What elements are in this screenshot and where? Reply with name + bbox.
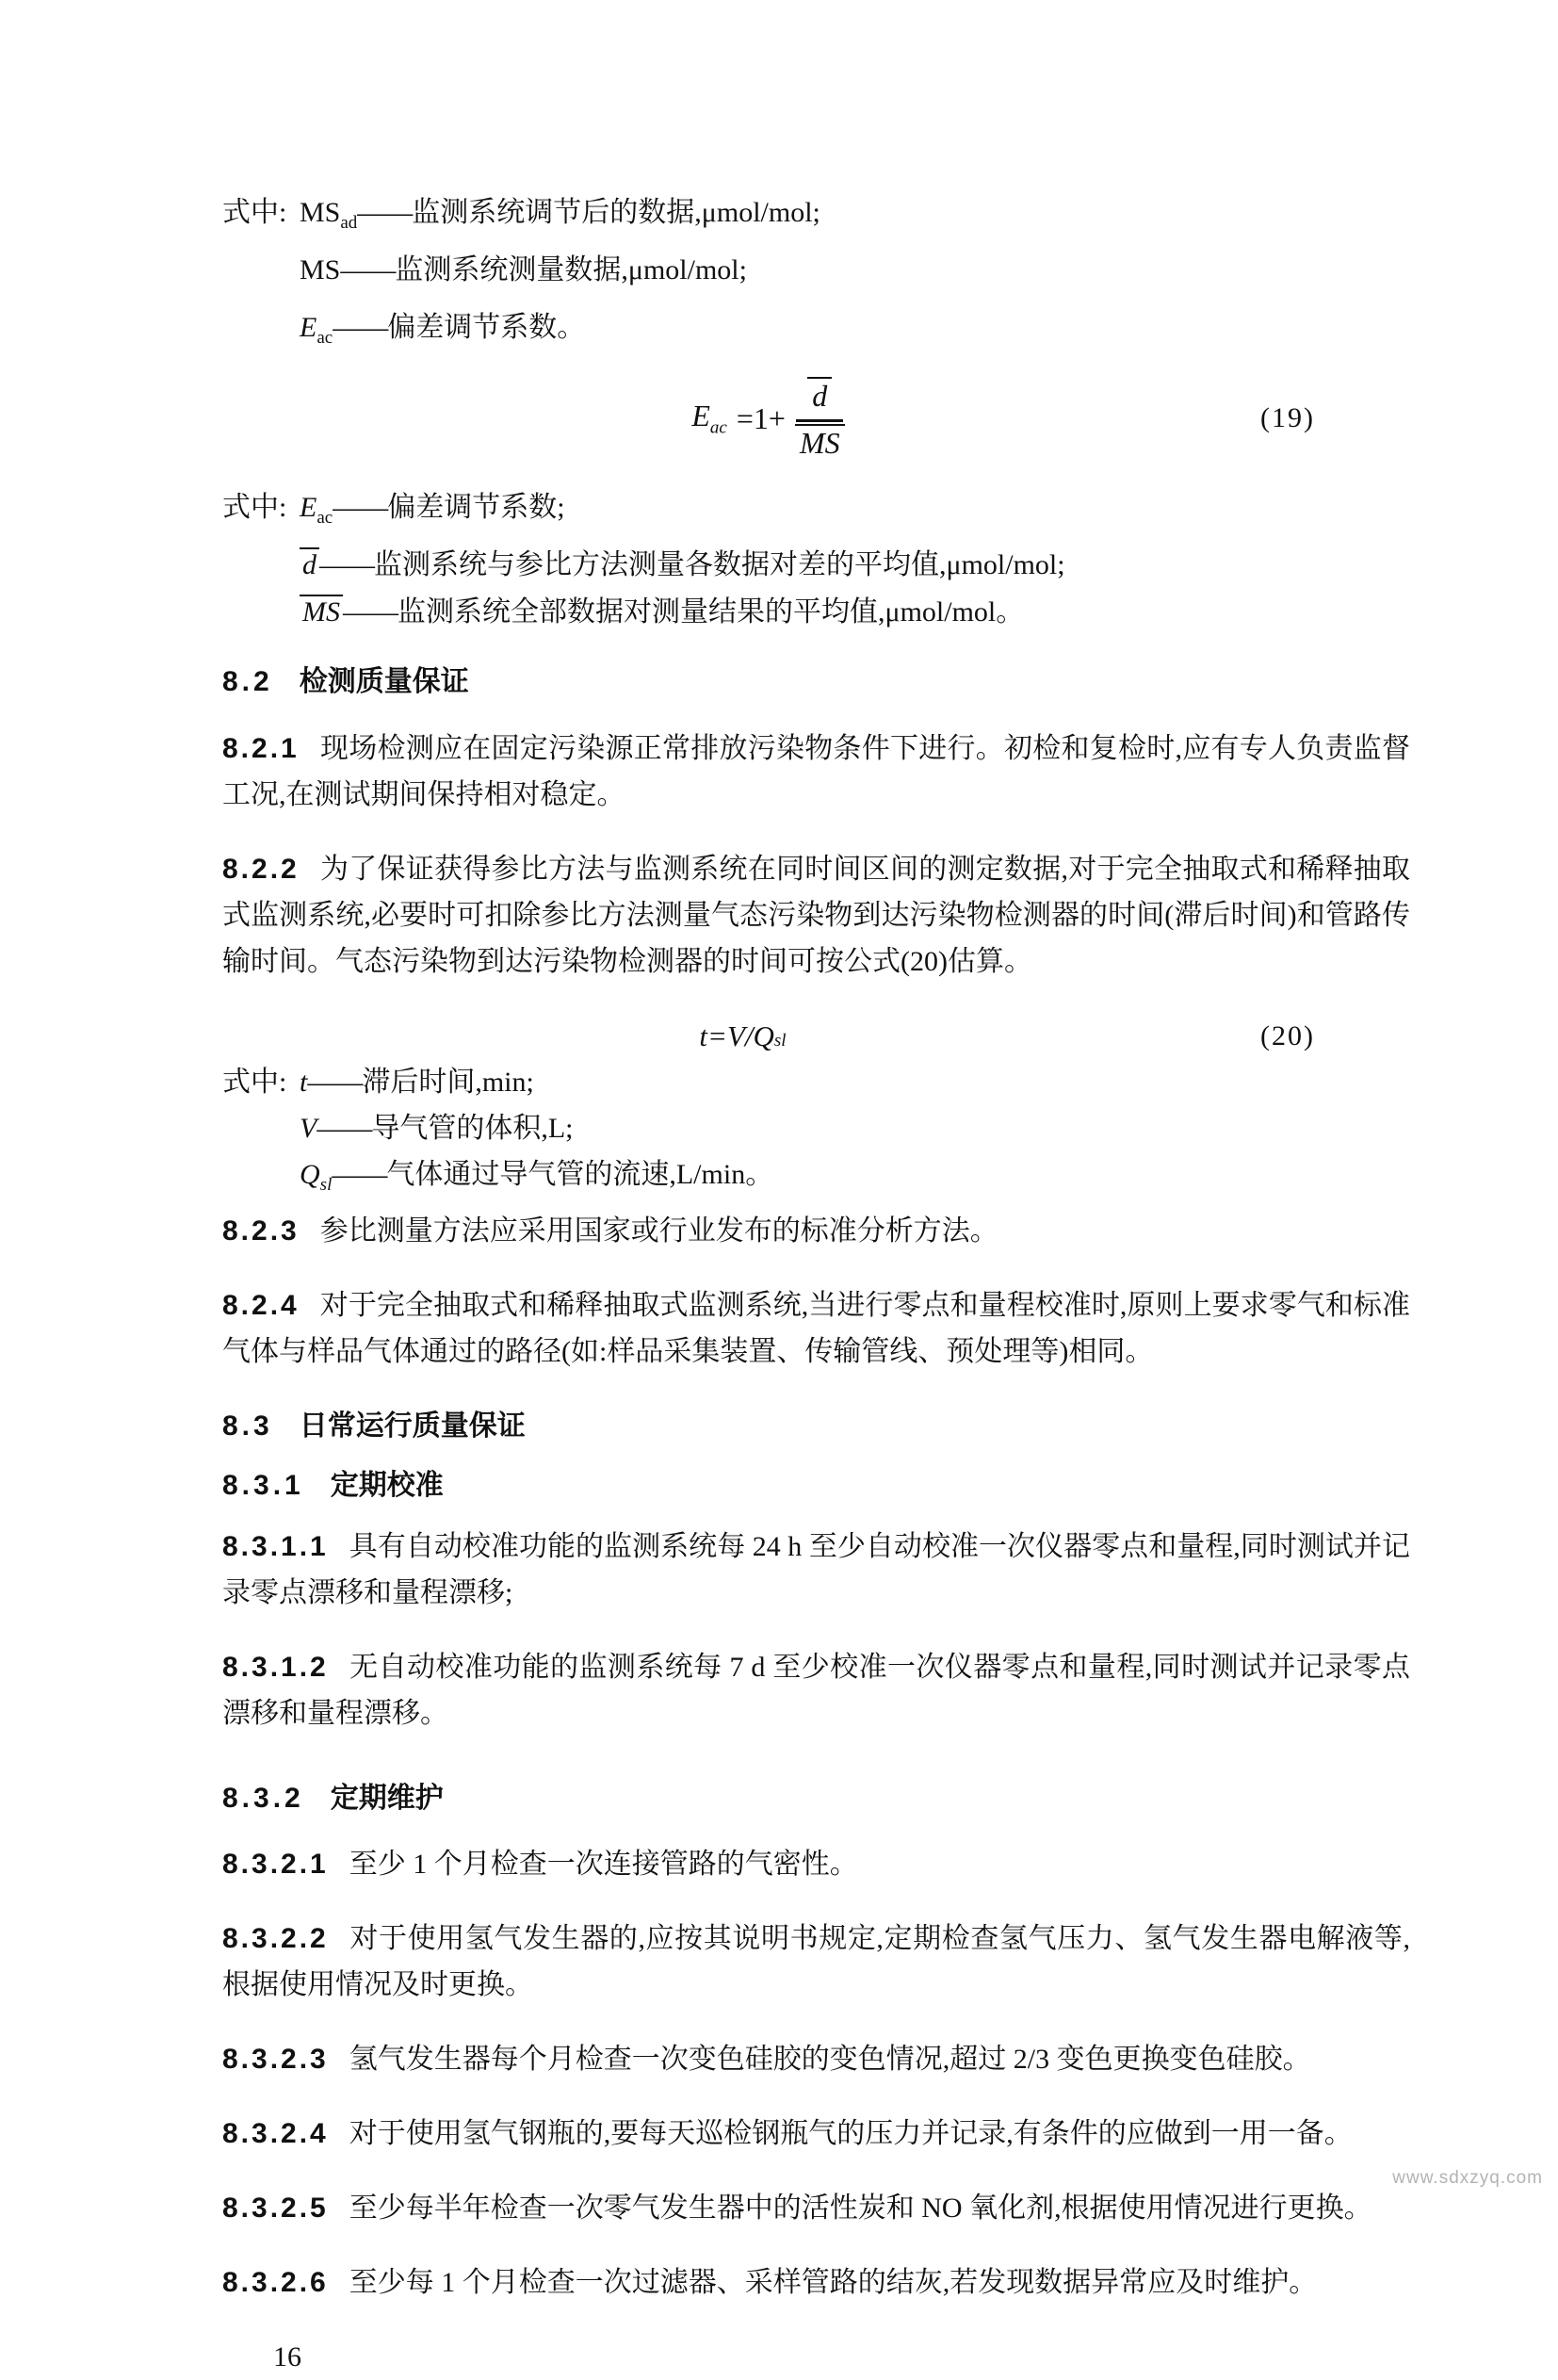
definition-dash: ——	[332, 1159, 387, 1190]
clause-number: 8.2.4	[222, 1290, 300, 1321]
clause-8-3-2-1	[222, 1841, 1410, 1887]
notes-formula20	[222, 1059, 1410, 1208]
definition-row	[300, 189, 1410, 247]
clause-number: 8.2.3	[222, 1215, 300, 1247]
formula-20-number: (20)	[1260, 1019, 1315, 1051]
clause-text: 参比测量方法应采用国家或行业发布的标准分析方法。	[319, 1215, 998, 1247]
definition-row	[300, 542, 1410, 589]
clause-8-3-2-5	[222, 2185, 1410, 2231]
section-heading-8-2	[222, 659, 1410, 705]
formula-20	[222, 1013, 1410, 1059]
definition-dash: ——	[340, 254, 396, 285]
section-title: 定期校准	[330, 1470, 444, 1501]
term-symbol: t	[300, 1067, 308, 1098]
definition-row	[300, 484, 1410, 542]
section-title: 日常运行质量保证	[299, 1410, 526, 1442]
notes-formula18	[222, 189, 1410, 362]
definition-text: 监测系统与参比方法测量各数据对差的平均值,μmol/mol;	[374, 549, 1065, 580]
clause-8-3-2-2	[222, 1915, 1410, 2008]
term-symbol: $MS_{ad}$	[300, 197, 358, 233]
clause-number: 8.3.2.4	[222, 2118, 329, 2149]
clause-text: 具有自动校准功能的监测系统每 24 h 至少自动校准一次仪器零点和量程,同时测试并记录零点漂移和量程漂移;	[222, 1531, 1410, 1608]
term-symbol: $E_{ac}$	[300, 312, 333, 348]
clause-text: 对于使用氢气钢瓶的,要每天巡检钢瓶气的压力并记录,有条件的应做到一用一备。	[349, 2118, 1353, 2149]
notes-label: 式中:	[222, 492, 287, 523]
clause-text: 现场检测应在固定污染源正常排放污染物条件下进行。初检和复检时,应有专人负责监督工况,在测试期间保持相对稳定。	[222, 733, 1410, 810]
section-number: 8.3	[222, 1410, 273, 1442]
section-number: 8.3.2	[222, 1783, 304, 1814]
formula-20-expression: t = V / Q sl	[699, 1019, 787, 1052]
clause-text: 对于完全抽取式和稀释抽取式监测系统,当进行零点和量程校准时,原则上要求零气和标准气体与样品气体通过的路径(如:样品采集装置、传输管线、预处理等)相同。	[222, 1290, 1410, 1367]
notes-formula19	[222, 484, 1410, 636]
definition-dash: ——	[357, 197, 413, 228]
section-number: 8.3.1	[222, 1470, 304, 1501]
numerator-dbar: d	[807, 377, 832, 414]
definition-text: 监测系统全部数据对测量结果的平均值,μmol/mol。	[398, 596, 1025, 628]
denominator-msbar: MS	[795, 424, 845, 461]
definition-text: 监测系统测量数据,μmol/mol;	[395, 254, 747, 285]
definition-row	[300, 304, 1410, 362]
clause-text: 至少每半年检查一次零气发生器中的活性炭和 NO 氧化剂,根据使用情况进行更换。	[349, 2193, 1372, 2224]
clause-number: 8.2.2	[222, 854, 300, 885]
definition-text: 滞后时间,min;	[362, 1067, 534, 1098]
clause-number: 8.3.1.1	[222, 1531, 329, 1562]
clause-number: 8.3.2.2	[222, 1923, 329, 1954]
section-heading-8-3-1	[222, 1462, 1410, 1508]
watermark-url: www.sdxzyq.com	[1392, 2168, 1543, 2188]
term-symbol: MS	[300, 596, 343, 628]
section-title: 检测质量保证	[299, 666, 469, 697]
clause-text: 对于使用氢气发生器的,应按其说明书规定,定期检查氢气压力、氢气发生器电解液等,根据使用情况及时更换。	[222, 1923, 1410, 2000]
definition-row	[300, 1059, 1410, 1105]
notes-label: 式中:	[222, 197, 287, 228]
clause-number: 8.3.2.6	[222, 2267, 329, 2298]
clause-number: 8.3.2.1	[222, 1849, 329, 1880]
definition-text: 导气管的体积,L;	[371, 1113, 574, 1144]
clause-8-3-2-4	[222, 2111, 1410, 2157]
notes-label: 式中:	[222, 1067, 287, 1098]
section-heading-8-3	[222, 1403, 1410, 1449]
clause-8-3-1-2	[222, 1644, 1410, 1736]
term-symbol: $E_{ac}$	[300, 492, 333, 528]
clause-text: 氢气发生器每个月检查一次变色硅胶的变色情况,超过 2/3 变色更换变色硅胶。	[349, 2044, 1311, 2075]
term-symbol: $Q_{sl}$	[300, 1159, 333, 1195]
clause-number: 8.2.1	[222, 733, 300, 764]
term-symbol: MS	[300, 254, 341, 285]
clause-8-2-1	[222, 725, 1410, 818]
definition-dash: ——	[333, 312, 388, 343]
definition-text: 气体通过导气管的流速,L/min。	[386, 1159, 774, 1190]
clause-text: 为了保证获得参比方法与监测系统在同时间区间的测定数据,对于完全抽取式和稀释抽取式监测系统,必要时可扣除参比方法测量气态污染物到达污染物检测器的时间(滞后时间)和管路传输时间。气态污染物到达污染物检测器的时间可按公式(20)估算。	[222, 854, 1410, 977]
formula-19-number: (19)	[1260, 402, 1315, 433]
fraction	[795, 376, 845, 460]
clause-text: 至少 1 个月检查一次连接管路的气密性。	[349, 1849, 858, 1880]
clause-text: 无自动校准功能的监测系统每 7 d 至少校准一次仪器零点和量程,同时测试并记录零点漂移和量程漂移。	[222, 1652, 1410, 1729]
clause-8-2-3	[222, 1208, 1410, 1254]
clause-8-3-1-1	[222, 1524, 1410, 1616]
clause-8-3-2-3	[222, 2036, 1410, 2082]
definition-text: 偏差调节系数;	[387, 492, 565, 523]
clause-number: 8.3.1.2	[222, 1652, 329, 1683]
section-number: 8.2	[222, 666, 273, 697]
definition-dash: ——	[307, 1067, 363, 1098]
formula-19	[222, 367, 1410, 470]
definition-text: 偏差调节系数。	[387, 312, 586, 343]
clause-8-3-2-6	[222, 2259, 1410, 2306]
definition-dash: ——	[319, 549, 374, 580]
definition-dash: ——	[316, 1113, 372, 1144]
definition-dash: ——	[333, 492, 388, 523]
clause-text: 至少每 1 个月检查一次过滤器、采样管路的结灰,若发现数据异常应及时维护。	[349, 2267, 1318, 2298]
clause-8-2-4	[222, 1282, 1410, 1375]
definition-row	[300, 1151, 1410, 1208]
term-symbol: d	[300, 549, 319, 580]
term-symbol: V	[300, 1113, 317, 1144]
section-title: 定期维护	[330, 1783, 444, 1814]
definition-text: 监测系统调节后的数据,μmol/mol;	[412, 197, 820, 228]
page-number: 16	[273, 2341, 301, 2372]
clause-8-2-2	[222, 846, 1410, 985]
formula-19-expression: $E_{ac}$ =1+ $\frac{d}{MS}$	[691, 376, 844, 460]
definition-dash: ——	[343, 596, 398, 628]
definition-row	[300, 1105, 1410, 1151]
section-heading-8-3-2	[222, 1775, 1410, 1821]
definition-row	[300, 247, 1410, 304]
clause-number: 8.3.2.5	[222, 2193, 329, 2224]
definition-row	[300, 589, 1410, 636]
clause-number: 8.3.2.3	[222, 2044, 329, 2075]
